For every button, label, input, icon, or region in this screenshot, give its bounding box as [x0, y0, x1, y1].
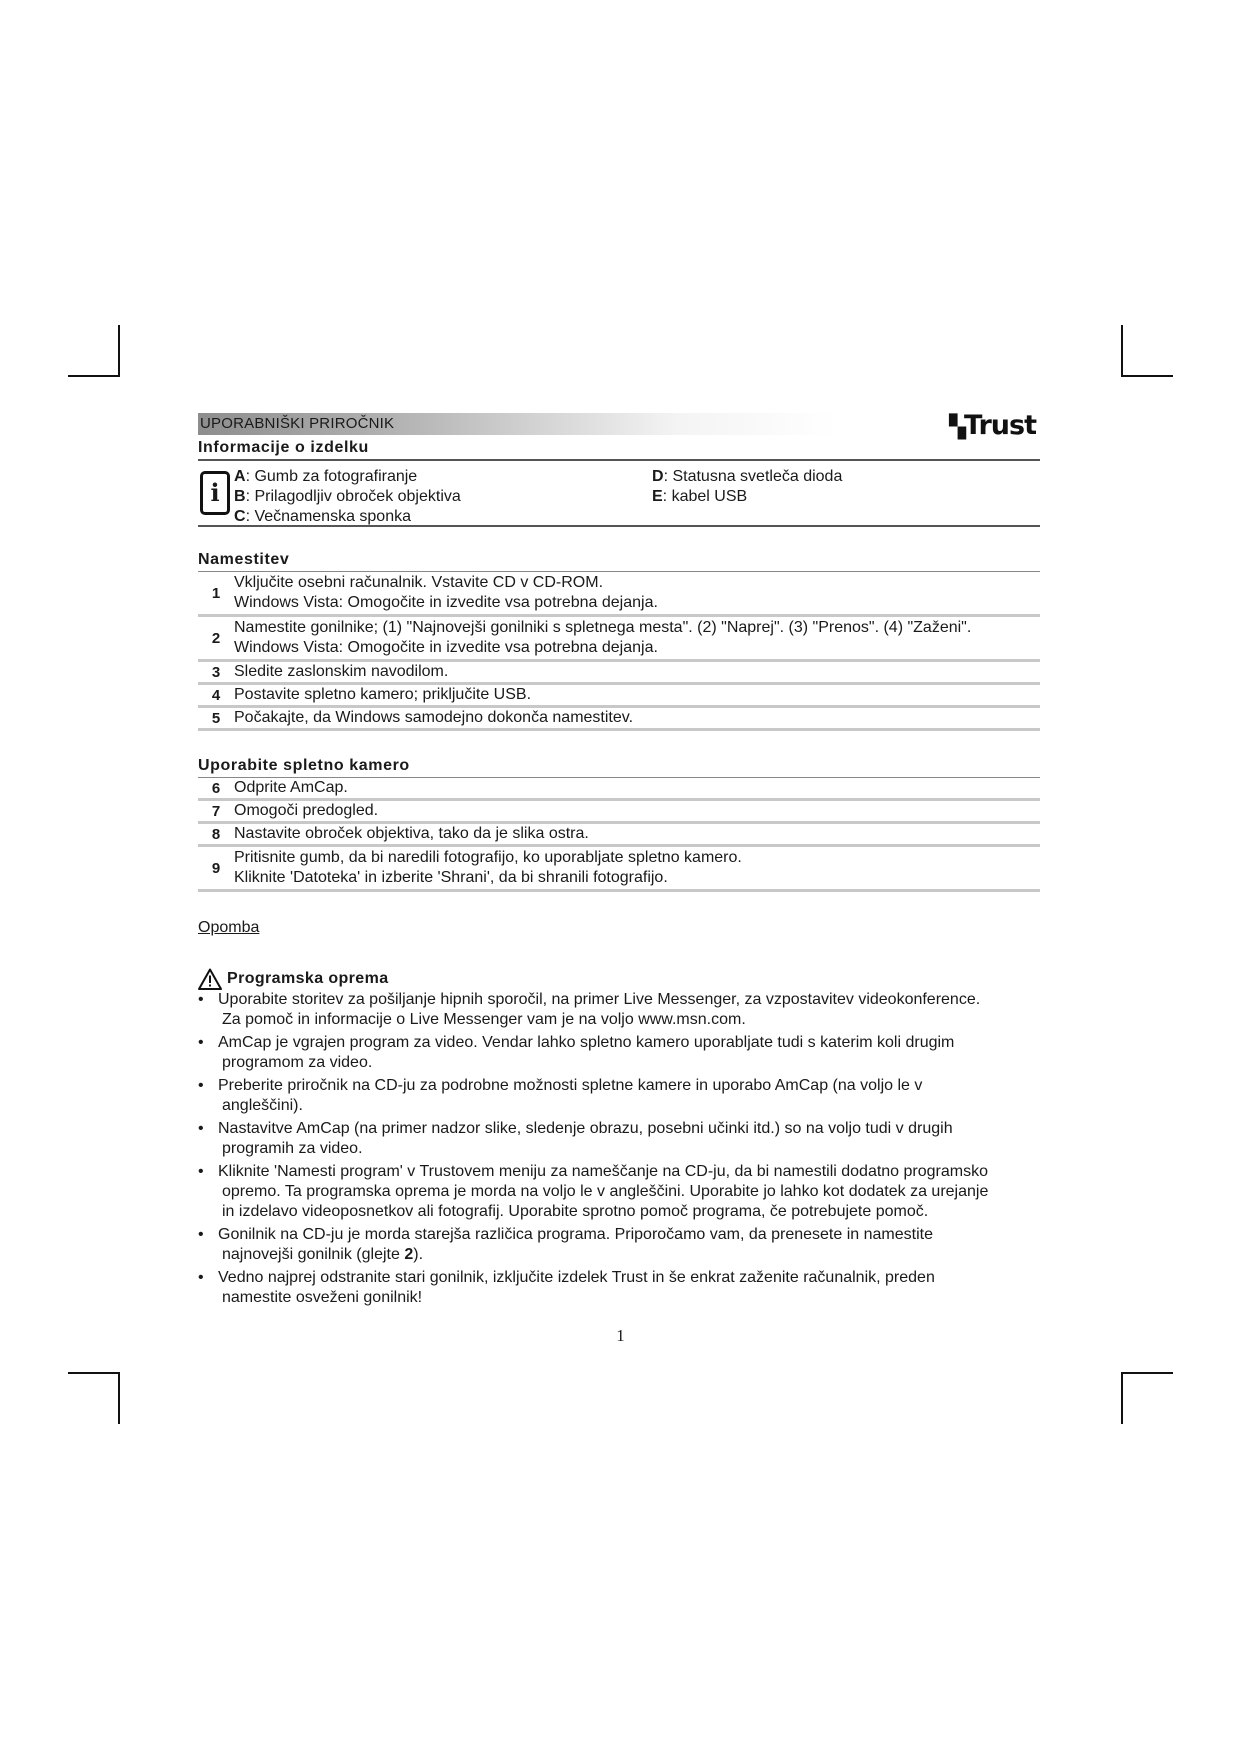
step-number: 6 [211, 779, 221, 797]
trust-logo-icon: ▚ [949, 415, 963, 440]
step-text: Sledite zaslonskim navodilom. [234, 663, 449, 680]
list-item: • Uporabite storitev za pošiljanje hipnih sporočil, na primer Live Messenger, za vzpostavitev videokonference. Za pomoč in informacije o Live Messenger vam je na voljo www.msn.com. [198, 991, 981, 1028]
part-item: A: Gumb za fotografiranje [234, 468, 418, 485]
product-parts-left [234, 467, 461, 527]
list-item: • Nastavitve AmCap (na primer nadzor slike, sledenje obrazu, posebni učinki itd.) so na voljo tudi v drugih programih za video. [198, 1120, 953, 1157]
step-number: 4 [211, 686, 221, 704]
step-text: Odprite AmCap. [234, 779, 348, 796]
list-item: • Preberite priročnik na CD-ju za podrobne možnosti spletne kamere in uporabo AmCap (na voljo le v angleščini). [198, 1077, 923, 1114]
crop-mark-bottom-right [1121, 1372, 1173, 1424]
step-text: Pritisnite gumb, da bi naredili fotografijo, ko uporabljate spletno kamero. [234, 849, 742, 866]
step-text: Omogoči predogled. [234, 802, 379, 819]
step-text: Postavite spletno kamero; priključite USB. [234, 686, 532, 703]
step-number: 7 [211, 802, 221, 820]
list-item: • Vedno najprej odstranite stari gonilnik, izključite izdelek Trust in še enkrat zaženite računalnik, preden namestite osveženi gonilnik! [198, 1269, 935, 1306]
step-number: 1 [211, 584, 221, 602]
product-info-title: Informacije o izdelku [198, 439, 369, 456]
usage-steps [198, 778, 1040, 892]
part-item: C: Večnamenska sponka [234, 508, 411, 525]
step-row [198, 801, 1040, 824]
crop-mark-top-left [68, 325, 120, 377]
list-item: • AmCap je vgrajen program za video. Vendar lahko spletno kamero uporabljate tudi s katerim koli drugim programom za video. [198, 1034, 955, 1071]
usage-title: Uporabite spletno kamero [198, 757, 410, 774]
software-title: Programska oprema [227, 970, 389, 987]
step-text: Namestite gonilnike; (1) "Najnovejši gonilniki s spletnega mesta". (2) "Naprej". (3) "Prenos". (4) "Zaženi". [234, 619, 972, 636]
step-row [198, 685, 1040, 708]
step-text: Windows Vista: Omogočite in izvedite vsa potrebna dejanja. [234, 639, 658, 656]
installation-steps [198, 572, 1040, 731]
step-text: Nastavite obroček objektiva, tako da je slika ostra. [234, 825, 589, 842]
page-number: 1 [616, 1326, 625, 1345]
part-item: B: Prilagodljiv obroček objektiva [234, 488, 461, 505]
software-title-row [198, 968, 1040, 990]
step-row [198, 708, 1040, 731]
installation-title: Namestitev [198, 551, 290, 568]
info-icon: i [200, 471, 230, 515]
trust-logo-text: Trust [964, 410, 1036, 441]
warning-icon [198, 968, 222, 990]
step-number: 9 [211, 859, 221, 877]
step-row [198, 662, 1040, 685]
product-info [198, 461, 1040, 525]
step-row [198, 572, 1040, 617]
product-parts-right [652, 467, 842, 507]
step-number: 5 [211, 709, 221, 727]
trust-logo [949, 410, 1036, 441]
step-row [198, 824, 1040, 847]
step-row [198, 847, 1040, 892]
manual-title: UPORABNIŠKI PRIROČNIK [198, 413, 838, 435]
step-number: 3 [211, 663, 221, 681]
manual-page [198, 410, 1040, 1311]
part-item: E: kabel USB [652, 488, 748, 505]
software-notes [198, 990, 1040, 1308]
list-item: • Gonilnik na CD-ju je morda starejša različica programa. Priporočamo vam, da prenesete in namestite najnovejši gonilnik (glejte 2). [198, 1226, 933, 1263]
crop-mark-top-right [1121, 325, 1173, 377]
step-row [198, 617, 1040, 662]
step-text: Vključite osebni računalnik. Vstavite CD v CD-ROM. [234, 574, 604, 591]
step-number: 2 [211, 629, 221, 647]
step-text: Kliknite 'Datoteka' in izberite 'Shrani', da bi shranili fotografijo. [234, 869, 668, 886]
part-item: D: Statusna svetleča dioda [652, 468, 843, 485]
step-row [198, 778, 1040, 801]
header [198, 410, 1040, 441]
step-number: 8 [211, 825, 221, 843]
step-text: Windows Vista: Omogočite in izvedite vsa potrebna dejanja. [234, 594, 658, 611]
list-item: • Kliknite 'Namesti program' v Trustovem meniju za nameščanje na CD-ju, da bi namestili dodatno programsko opremo. Ta programska oprema je morda na voljo le v angleščini. Uporabite jo lahko kot dodatek za urejanje in izdelavo videoposnetkov ali fotografij. Uporabite sprotno pomoč programa, če potrebujete pomoč. [198, 1163, 989, 1220]
crop-mark-bottom-left [68, 1372, 120, 1424]
note-link[interactable]: Opomba [198, 919, 260, 936]
step-text: Počakajte, da Windows samodejno dokonča namestitev. [234, 709, 634, 726]
